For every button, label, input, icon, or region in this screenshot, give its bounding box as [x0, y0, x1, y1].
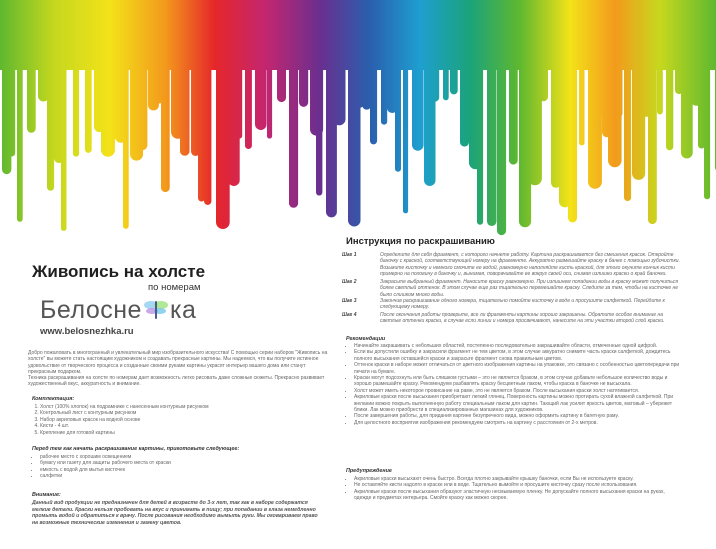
poster-subtitle: по номерам [148, 282, 201, 293]
caution-list [338, 476, 682, 502]
paint-drip [412, 30, 424, 151]
paint-drip [123, 30, 129, 229]
paint-drip [698, 30, 705, 149]
paint-drip [161, 30, 170, 192]
paint-drip [487, 30, 497, 226]
paint-drip [362, 30, 371, 110]
poster-title: Живопись на холсте [32, 262, 206, 281]
paint-drip [443, 30, 449, 100]
paint-drip [403, 30, 408, 213]
paint-drip [137, 30, 147, 150]
prep-item: • бумагу или газету для защиты рабочего места от краски [40, 460, 324, 466]
paint-drip [299, 30, 308, 107]
step-text: После окончания работы проверьте, все ли фрагменты картины хорошо закрашены. Обратите особое внимание на светлые оттенки краски, в случае если линии и номера просвечивают, нанесите на эти участки второй слой краски. [380, 312, 665, 325]
recommendation-item: • Акриловые краски после высыхания приобретают легкий глянец. Поверхность картины можно протирать сухой влажной салфеткой. При желании можно покрыть выполненную работу специальным лаком для картин. Тающий лак усилит яркость цветов, матовый – убережет блики. Лак можно приобрести в специализированных магазинах для художников. [354, 394, 682, 413]
step-label: Шаг 3 [342, 298, 357, 304]
paint-drip [316, 30, 322, 196]
caution-item: • Акриловые краски высыхают очень быстро. Всегда плотно закрывайте крышку баночки, если Вы не используете краску. [354, 476, 682, 482]
kit-heading: Комплектация: [32, 396, 75, 402]
paint-drip [704, 30, 710, 199]
paint-drip [339, 30, 345, 103]
paint-drip [460, 30, 469, 147]
paint-drip [204, 30, 211, 205]
prep-list [24, 454, 324, 480]
intro-paragraph: Добро пожаловать в многогранный и увлекательный мир изобразительного искусства! С помощью серии наборов "Живопись на холсте" вы можете стать настоящим художником и создавать прекрасные картины. Мы надеемся, что вы получите истинное удовольствие от творческого процесса и созданные своими руками картины украсят интерьер вашего дома или станут прекрасным подарком. [28, 350, 328, 376]
step-3 [342, 298, 682, 311]
paint-drip [245, 30, 252, 149]
step-text: Закрасьте выбранный фрагмент. Наносите краску равномерно. При излишнем попадании воды в краску может получиться более светлый оттенок. В этом случае еще раз тщательно перемешайте краску. Следите за тем, чтобы на кисточке не было слишком много воды. [380, 279, 679, 298]
recommendation-item: • Для целостного восприятия изображения рекомендуем смотреть на картину с расстояния от 2-х метров. [354, 420, 682, 426]
paint-drip [614, 30, 623, 118]
paint-drip [61, 30, 67, 231]
paint-drip [450, 30, 458, 94]
paint-drip [509, 30, 518, 165]
warning-text: Данный вид продукции не предназначен для детей в возрасте до 3-х лет, так как в наборе содержатся мелкие детали. Краски нельзя пробовать на вкус и принимать в пищу; при попадании в глаза немедленно промыть водой и обратиться к врачу. После рисования необходимо вымыть руки. Мы оговариваем право на возможные технические изменения и замену цветов. [32, 500, 318, 526]
step-4 [342, 312, 682, 325]
recommendation-item: • Краски могут подсохнуть или быть слишком густыми – это не является браком, в этом случае добавьте небольшое количество воды и хорошо размешайте краску. Рекомендуем разбавлять краску бесцветным лаком, чтобы краска в баночке не высыхала. [354, 375, 682, 388]
paint-drip [237, 30, 242, 139]
paint-drip [370, 30, 377, 144]
paint-drip [568, 30, 577, 222]
recommendation-item: • Холст может иметь некоторое провисание на раме, это не является браком. После высыхания краски холст натягивается. [354, 388, 682, 394]
prep-item: • рабочее место с хорошим освещением [40, 454, 324, 460]
recommendation-item: • После завершения работы, для придания картине безупречного вида, можно оформить картину в багетную раму. [354, 413, 682, 419]
recommendation-item: • Оттенок краски в наборе может отличаться от цветного изображения картины на упаковке, это связано с особенностью цветопередачи при печати на бумаге. [354, 362, 682, 375]
recommendation-item: • Начинайте закрашивать с небольших областей, постепенно последовательно закрашивайте области, отмеченные одной цифрой. [354, 343, 682, 349]
intro-paragraph-2: Техника раскрашивания на холсте по номерам дает возможность легко рисовать даже сложные сюжеты. Прекрасно развивает художественный вкус, аккуратность и внимание. [28, 375, 325, 388]
kit-item: 4. Кисти - 4 шт. [40, 423, 324, 429]
paint-drip [216, 30, 230, 229]
step-label: Шаг 1 [342, 252, 357, 258]
paint-drip [47, 30, 54, 191]
caution-item: • Не оставляйте кисти надолго в краске или в воде. Тщательно вымойте и просушите кисточку сразу после использования. [354, 482, 682, 488]
paint-drip [431, 30, 439, 102]
website-url: www.belosnezhka.ru [40, 326, 134, 337]
paint-drip [381, 30, 387, 125]
recommendations-list [338, 343, 682, 426]
recommendations-heading: Рекомендации [346, 336, 386, 342]
step-label: Шаг 2 [342, 279, 357, 285]
paint-drip [277, 30, 286, 102]
kit-item: 5. Крепление для готовой картины [40, 430, 324, 436]
paint-drip [657, 30, 663, 115]
step-1 [342, 252, 682, 277]
paint-drip [17, 30, 23, 222]
prep-item: • емкость с водой для мытья кисточек [40, 467, 324, 473]
paint-drip [648, 30, 657, 224]
prep-heading: Перед тем как начать раскрашивание картины, приготовьте следующее: [32, 446, 240, 452]
brand-logo [40, 296, 196, 327]
paint-drip [73, 30, 79, 157]
kit-item: 2. Контрольный лист с контурным рисунком [40, 410, 324, 416]
paint-drip [27, 30, 36, 133]
kit-item: 3. Набор акриловых красок на водной основе [40, 417, 324, 423]
paint-drip [497, 30, 506, 235]
dragonfly-icon [143, 298, 169, 327]
recommendation-item: • Если вы допустили ошибку и закрасили фрагмент не тем цветом, в этом случае аккуратно снимите часть краски салфеткой, дождитесь полного высыхания оставшейся краски и закрасьте фрагмент снова правильным цветом. [354, 349, 682, 362]
paint-drip [8, 30, 15, 157]
kit-item: 1. Холст (100% хлопок) на подрамнике с нанесенным контурным рисунком [40, 404, 324, 410]
paint-drip [255, 30, 267, 130]
warning-heading: Внимание: [32, 492, 61, 498]
step-text: Закончив раскрашивание одного номера, тщательно помойте кисточку в воде и просушите салфеткой. Перейдите к следующему номеру. [380, 298, 665, 311]
step-label: Шаг 4 [342, 312, 357, 318]
paint-drip [539, 30, 548, 101]
paint-drip [180, 30, 190, 156]
paint-drip [666, 30, 673, 150]
brand-name-start: Белосне [40, 296, 142, 324]
paint-drip [477, 30, 483, 225]
step-text: Определите для себя фрагмент, с которого начнете работу. Картина раскрашивается без смешения красок. Откройте баночку с краской, соответствующей номеру на фрагменте. Аккуратно размешайте краску в банке с помощью зубочистки. Возьмите кисточку и немного смочите ее водой, равномерно наполняйте кисть краской, для этого окуните кончик кисти примерно на половину в баночку и, вынимая, поворачивайте ее вокруг своей оси, снимая излишки краски о край баночки. [380, 252, 680, 277]
caution-item: • Акриловые краски после высыхания образуют эластичную несмываемую пленку. Не допускайте полного высыхания краски на руках, одежде и предметах интерьера. Смойте краску как можно скорее. [354, 489, 682, 502]
instructions-title: Инструкция по раскрашиванию [346, 236, 495, 247]
kit-list [24, 404, 324, 436]
caution-heading: Предупреждение [346, 468, 392, 474]
paint-drip [395, 30, 401, 172]
paint-drip [624, 30, 631, 201]
paint-drip [267, 30, 272, 139]
step-2 [342, 279, 682, 298]
paint-drip [579, 30, 585, 145]
paint-drip [289, 30, 298, 208]
paint-drip [85, 30, 92, 153]
prep-item: • салфетки [40, 473, 324, 479]
brand-name-end: ка [169, 296, 197, 324]
